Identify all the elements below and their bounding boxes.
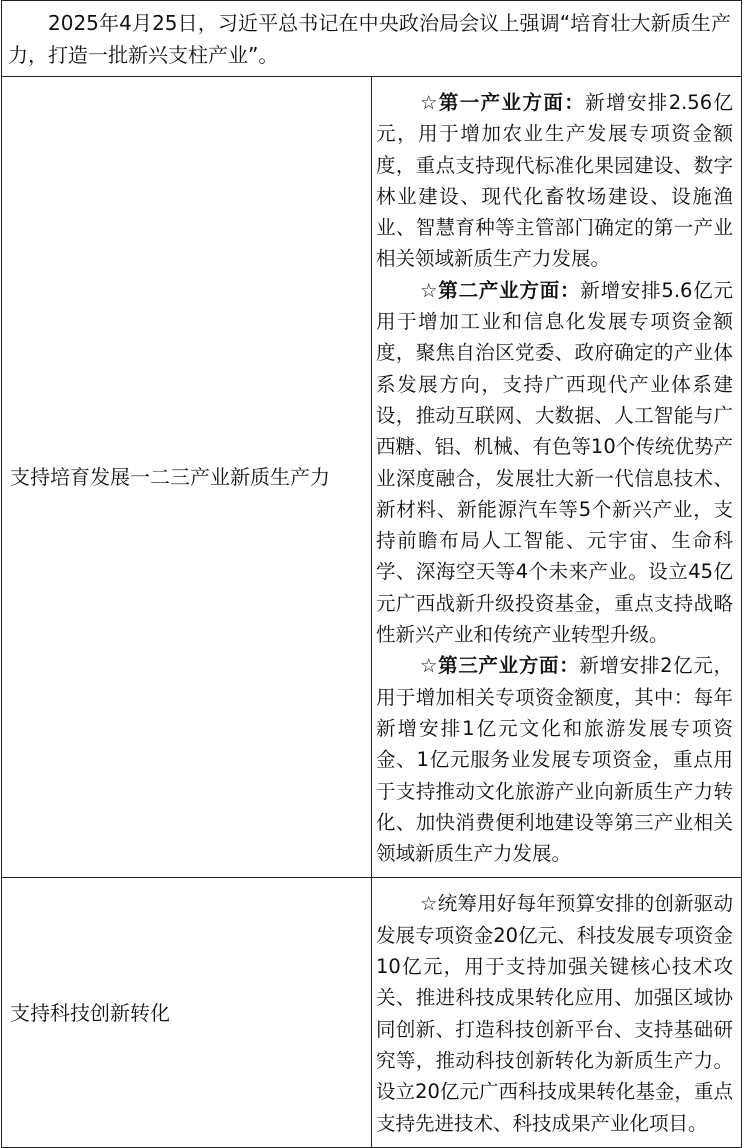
paragraph-primary-industry [376,87,733,275]
row-content-cell [372,878,742,1147]
intro-text: 2025年4月25日，习近平总书记在中央政治局会议上强调“培育壮大新质生产力，打造一批新兴支柱产业”。 [8,11,731,67]
paragraph-text: 新增安排2亿元，用于增加相关专项资金额度，其中：每年新增安排1亿元文化和旅游发展专项资金、1亿元服务业发展专项资金，重点用于支持推动文化旅游产业向新质生产力转化、加快消费便利地建设等第三产业相关领域新质生产力发展。 [376,654,733,866]
row-label-tech: 支持科技创新转化 [10,1000,170,1025]
paragraph-secondary-industry [376,275,733,651]
paragraph-tertiary-industry [376,650,733,869]
paragraph-heading: 第三产业方面： [438,654,580,678]
star-icon: ☆ [420,654,439,678]
row-label-cell [2,77,372,878]
row-label-industry: 支持培育发展一二三产业新质生产力 [10,465,330,490]
row-content-cell [372,77,742,878]
policy-table [1,0,742,1148]
star-icon: ☆ [420,278,439,302]
paragraph-heading: 第一产业方面： [438,91,586,114]
intro-row [2,1,742,77]
paragraph-text: 统筹用好每年预算安排的创新驱动发展专项资金20亿元、科技发展专项资金10亿元，用于支持加强关键核心技术攻关、推进科技成果转化应用、加强区域协同创新、打造科技创新平台、支持基础研究等，推动科技创新转化为新质生产力。设立20亿元广西科技成果转化基金，重点支持先进技术、科技成果产业化项目。 [376,892,733,1135]
table-row-industry [2,77,742,878]
paragraph-heading: 第二产业方面： [438,278,581,302]
paragraph-text: 新增安排2.56亿元，用于增加农业生产发展专项资金额度，重点支持现代标准化果园建设、数字林业建设、现代化畜牧场建设、设施渔业、智慧育种等主管部门确定的第一产业相关领域新质生产力发展。 [376,91,733,271]
star-icon: ☆ [420,892,438,916]
star-icon: ☆ [420,91,439,114]
table-row-tech [2,878,742,1147]
paragraph-tech-innovation [376,888,733,1138]
paragraph-text: 新增安排5.6亿元用于增加工业和信息化发展专项资金额度，聚焦自治区党委、政府确定的产业体系发展方向，支持广西现代产业体系建设，推动互联网、大数据、人工智能与广西糖、铝、机械、有色等10个传统优势产业深度融合，发展壮大新一代信息技术、新材料、新能源汽车等5个新兴产业，支持前瞻布局人工智能、元宇宙、生命科学、深海空天等4个未来产业。设立45亿元广西战新升级投资基金，重点支持战略性新兴产业和传统产业转型升级。 [376,278,734,647]
intro-cell [2,1,742,77]
row-label-cell [2,878,372,1147]
